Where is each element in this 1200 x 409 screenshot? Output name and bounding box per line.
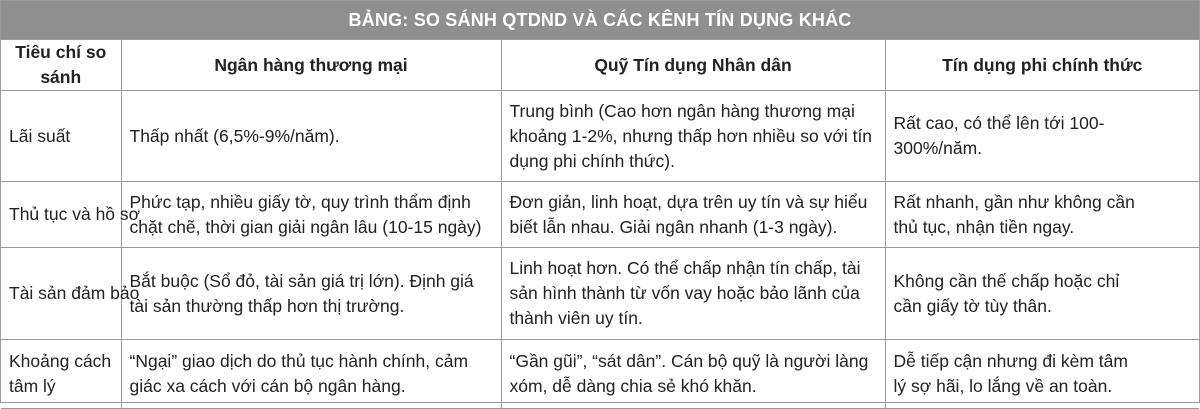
table-row (1, 182, 1199, 248)
header-informal-credit: Tín dụng phi chính thức (885, 40, 1199, 91)
informal-credit-cell (885, 248, 1199, 340)
cell-text-line: 300%/năm. (893, 138, 983, 158)
people-credit-fund-cell (501, 248, 885, 340)
cell-text-line: biết lẫn nhau. Giải ngân nhanh (1-3 ngày). (509, 216, 838, 237)
informal-credit-cell (885, 182, 1199, 248)
cell-text-line: Dễ tiếp cận nhưng đi kèm tâm (893, 351, 1128, 371)
cell-text-line: thủ tục, nhận tiền ngay. (893, 216, 1075, 237)
cell-text-line: tâm lý (9, 376, 56, 396)
cell-text-line: Linh hoạt hơn. Có thể chấp nhận tín chấp, tài (509, 258, 861, 278)
cell-text-line: Khoảng cách (9, 351, 112, 371)
cell-text-line: Trung bình (Cao hơn ngân hàng thương mại (509, 100, 855, 121)
table-title: BẢNG: SO SÁNH QTDND VÀ CÁC KÊNH TÍN DỤNG KHÁC (1, 1, 1199, 40)
cell-text-line: Không cần thế chấp hoặc chỉ (893, 270, 1120, 291)
people-credit-fund-cell (501, 340, 885, 409)
cell-text-line: “Ngại” giao dịch do thủ tục hành chính, cảm (129, 351, 469, 371)
criterion-cell (1, 248, 140, 340)
cell-text-line: Thủ tục và hồ sơ (9, 204, 141, 224)
informal-credit-cell (885, 340, 1199, 409)
cell-text-line: Rất nhanh, gần như không cần (893, 191, 1135, 212)
cell-text-line: xóm, dễ dàng chia sẻ khó khăn. (509, 376, 757, 396)
header-row (1, 40, 1199, 91)
cell-text-line: chặt chẽ, thời gian giải ngân lâu (10-15 ngày) (129, 216, 482, 237)
criterion-cell (1, 91, 121, 182)
commercial-bank-cell (121, 182, 501, 248)
commercial-bank-cell (121, 91, 501, 182)
table-row (1, 248, 1199, 340)
cell-text-line: khoảng 1-2%, nhưng thấp hơn nhiều so với tín (509, 125, 873, 146)
table-row (1, 91, 1199, 182)
cell-text-line: giác xa cách với cán bộ ngân hàng. (129, 376, 406, 396)
cell-text-line: tài sản thường thấp hơn thị trường. (129, 295, 405, 316)
people-credit-fund-cell (501, 182, 885, 248)
criterion-cell (1, 340, 121, 409)
commercial-bank-cell (121, 248, 501, 340)
cell-text-line: Đơn giản, linh hoạt, dựa trên uy tín và sự hiểu (509, 191, 868, 212)
cell-text-line: dụng phi chính thức). (509, 150, 675, 171)
cell-text-line: sản hình thành từ vốn vay hoặc bảo lãnh của (509, 283, 860, 303)
cell-text-line: cần giấy tờ tùy thân. (893, 295, 1052, 316)
cell-text-line: Lãi suất (9, 125, 71, 146)
cell-text-line: Rất cao, có thể lên tới 100- (893, 113, 1105, 133)
cell-text-line: Thấp nhất (6,5%-9%/năm). (129, 125, 340, 146)
cell-text-line: “Gần gũi”, “sát dân”. Cán bộ quỹ là người làng (509, 351, 869, 371)
cell-text-line: Tài sản đảm bảo (9, 283, 140, 303)
informal-credit-cell (885, 91, 1199, 182)
criterion-cell (1, 182, 141, 248)
header-people-credit-fund: Quỹ Tín dụng Nhân dân (501, 40, 885, 91)
cell-text-line: Bắt buộc (Sổ đỏ, tài sản giá trị lớn). Định giá (129, 270, 474, 291)
cell-text-line: lý sợ hãi, lo lắng về an toàn. (893, 376, 1113, 396)
header-commercial-bank: Ngân hàng thương mại (121, 40, 501, 91)
commercial-bank-cell (121, 340, 501, 409)
cell-text-line: thành viên uy tín. (509, 308, 643, 328)
comparison-table (1, 40, 1199, 409)
table-row (1, 340, 1199, 409)
header-criterion: Tiêu chí so sánh (1, 40, 121, 91)
people-credit-fund-cell (501, 91, 885, 182)
cell-text-line: Phức tạp, nhiều giấy tờ, quy trình thẩm định (129, 191, 471, 212)
